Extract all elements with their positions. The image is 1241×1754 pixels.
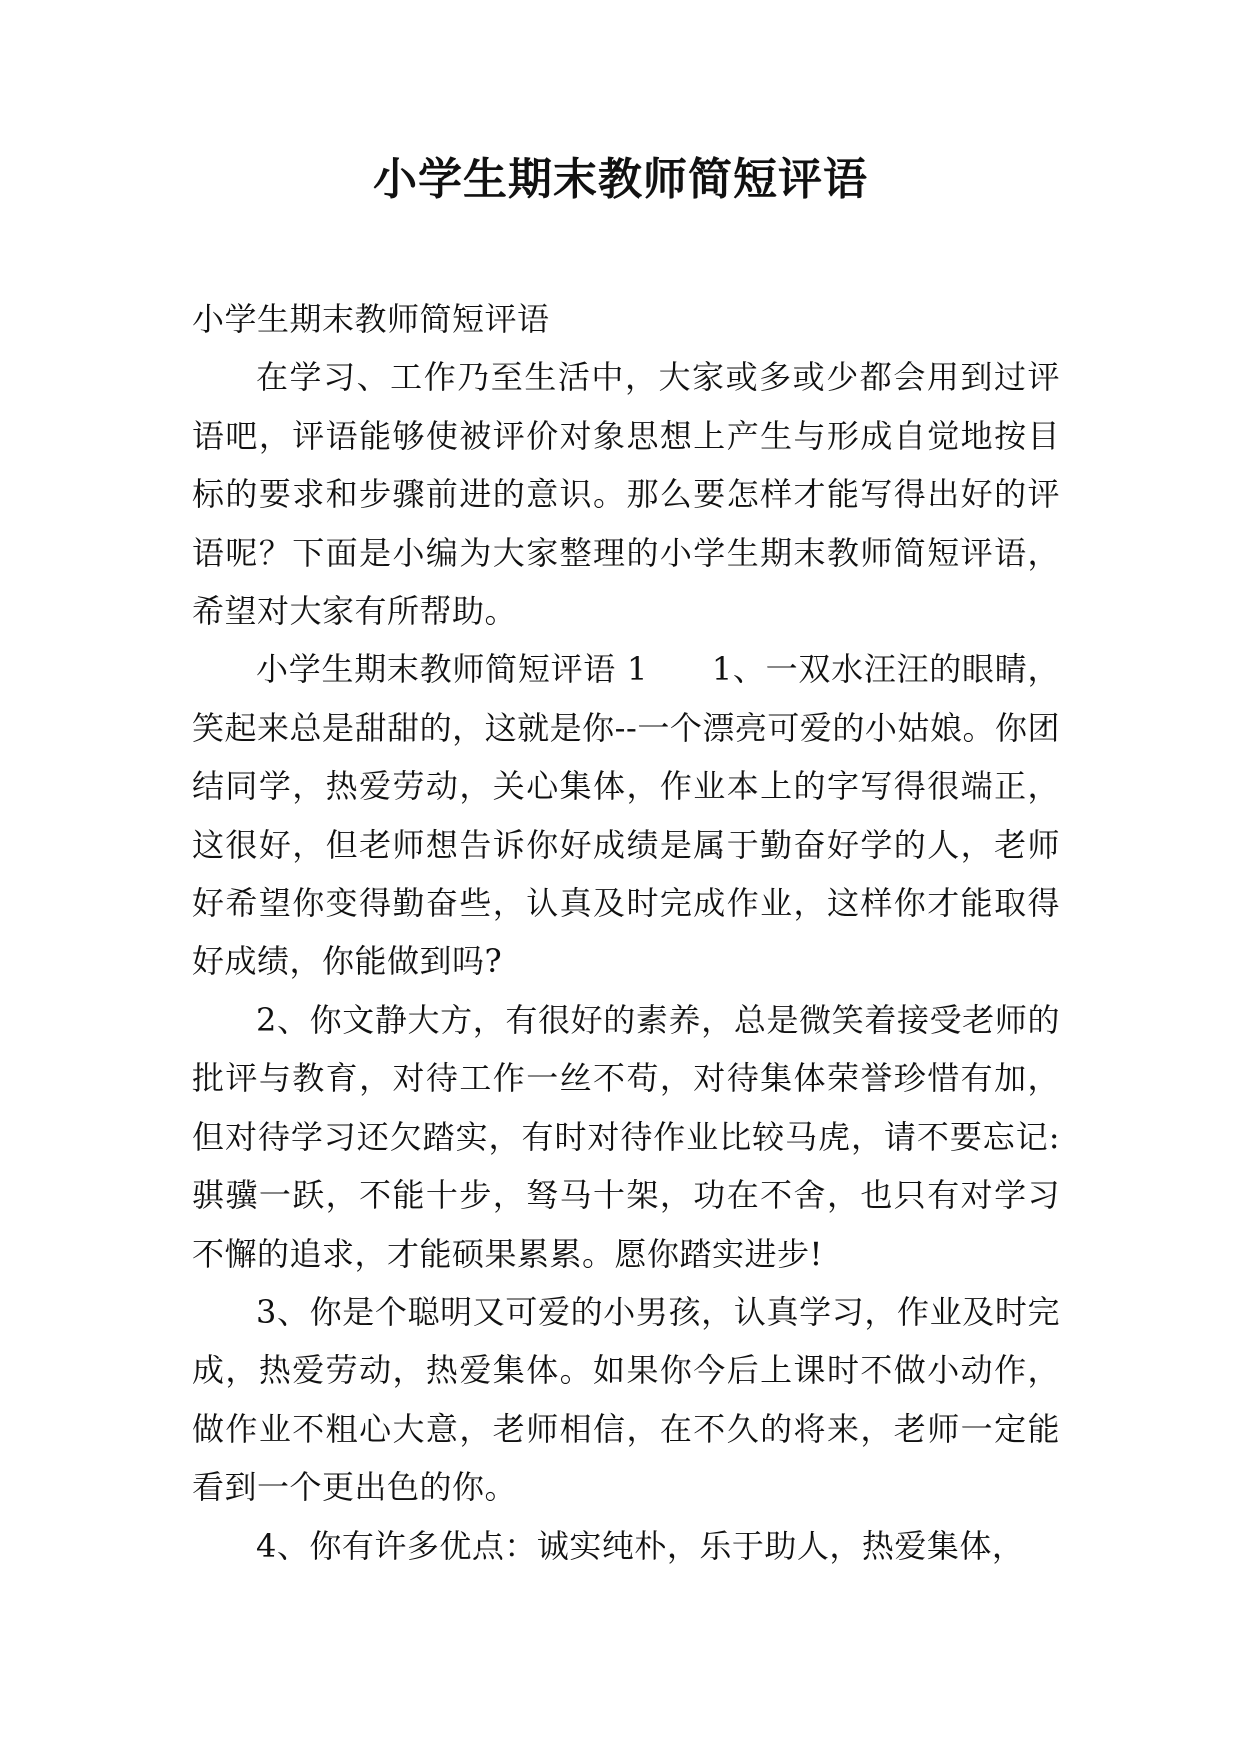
document-subtitle: 小学生期末教师简短评语: [192, 300, 550, 338]
section-heading: 小学生期末教师简短评语 1: [256, 650, 648, 689]
document-body: [192, 290, 1060, 1575]
comment-item-3: 3、你是个聪明又可爱的小男孩，认真学习，作业及时完成，热爱劳动，热爱集体。如果你今后上课时不做小动作，做作业不粗心大意，老师相信，在不久的将来，老师一定能看到一个更出色的你。: [192, 1292, 1060, 1507]
comment-item-1: 1、一双水汪汪的眼睛，笑起来总是甜甜的，这就是你--一个漂亮可爱的小姑娘。你团结同学，热爱劳动，关心集体，作业本上的字写得很端正，这很好，但老师想告诉你好成绩是属于勤奋好学的人，老师好希望你变得勤奋些，认真及时完成作业，这样你才能取得好成绩，你能做到吗?: [192, 650, 1060, 981]
intro-paragraph: 在学习、工作乃至生活中，大家或多或少都会用到过评语吧，评语能够使被评价对象思想上产生与形成自觉地按目标的要求和步骤前进的意识。那么要怎样才能写得出好的评语呢？下面是小编为大家整理的小学生期末教师简短评语，希望对大家有所帮助。: [192, 358, 1060, 631]
comment-item-2: 2、你文静大方，有很好的素养，总是微笑着接受老师的批评与教育，对待工作一丝不苟，对待集体荣誉珍惜有加，但对待学习还欠踏实，有时对待作业比较马虎，请不要忘记:骐骥一跃，不能十步，驽马十架，功在不舍，也只有对学习不懈的追求，才能硕果累累。愿你踏实进步!: [192, 1000, 1060, 1273]
document-title: 小学生期末教师简短评语: [373, 154, 868, 205]
comment-paragraph-1: [192, 640, 1060, 990]
comment-item-4: 4、你有许多优点：诚实纯朴，乐于助人，热爱集体，: [256, 1526, 1025, 1565]
